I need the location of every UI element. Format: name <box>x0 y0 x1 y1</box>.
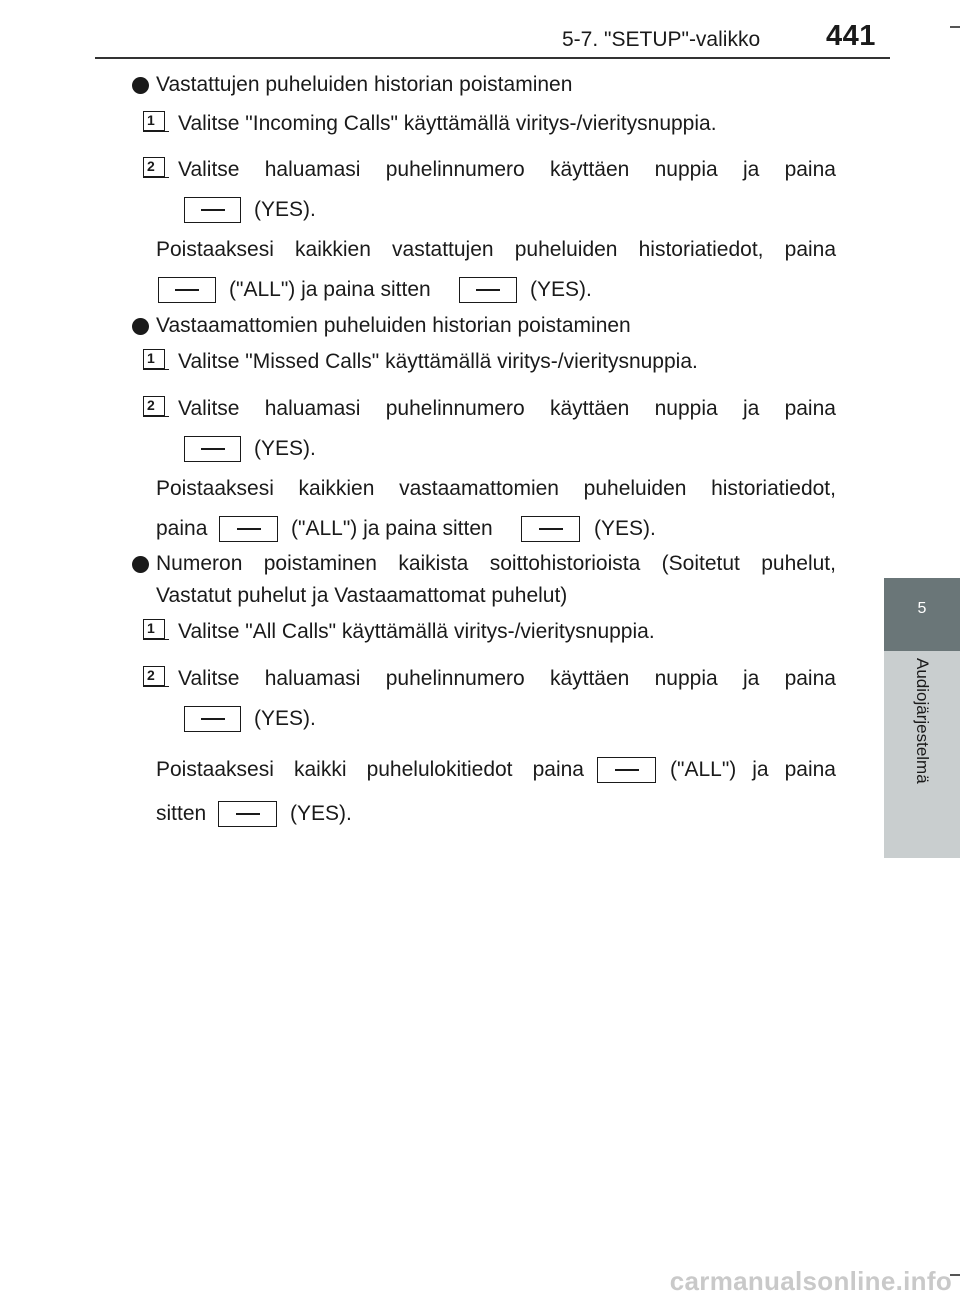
note-text-start: sitten <box>156 802 207 825</box>
step-number-2: 2 <box>143 666 165 686</box>
watermark: carmanualsonline.info <box>669 1266 952 1296</box>
note-text: Poistaaksesi kaikki puhelulokitiedot paina <box>156 758 584 781</box>
chapter-number: 5 <box>917 600 927 617</box>
step-text: Valitse haluamasi puhelinnumero käyttäen nuppia ja paina <box>178 397 836 420</box>
step-number-2: 2 <box>143 396 165 416</box>
section-title: 5-7. "SETUP"-valikko <box>562 28 761 51</box>
note-text-end: (YES). <box>290 802 352 825</box>
bullet-icon <box>132 318 149 335</box>
block-heading-line2: Vastatut puhelut ja Vastaamattomat puhelut) <box>156 584 568 607</box>
page-header <box>0 0 960 70</box>
bullet-icon <box>132 77 149 94</box>
step-text: Valitse haluamasi puhelinnumero käyttäen nuppia ja paina <box>178 158 836 181</box>
all-button-icon <box>158 277 216 303</box>
note-text-start: paina <box>156 517 208 540</box>
yes-button-icon <box>184 197 241 223</box>
yes-button-icon <box>521 516 580 542</box>
step-text: Valitse haluamasi puhelinnumero käyttäen nuppia ja paina <box>178 667 836 690</box>
step-text: Valitse "Incoming Calls" käyttämällä viritys-/vieritysnuppia. <box>178 112 717 135</box>
yes-button-icon <box>184 436 241 462</box>
page-number: 441 <box>826 20 876 52</box>
step-number-1: 1 <box>143 619 165 639</box>
note-text-end: (YES). <box>594 517 656 540</box>
step-text: Valitse "All Calls" käyttämällä viritys-/vieritysnuppia. <box>178 620 655 643</box>
block-heading: Numeron poistaminen kaikista soittohistorioista (Soitetut puhelut, <box>156 552 836 575</box>
yes-button-icon <box>218 801 277 827</box>
note-text: ("ALL") ja paina <box>670 758 836 781</box>
block-heading: Vastattujen puheluiden historian poistaminen <box>156 73 573 96</box>
step-text: Valitse "Missed Calls" käyttämällä viritys-/vieritysnuppia. <box>178 350 698 373</box>
crop-mark <box>950 26 960 28</box>
note-text: Poistaaksesi kaikkien vastattujen puheluiden historiatiedot, paina <box>156 238 837 261</box>
chapter-tab <box>884 578 960 651</box>
all-button-icon <box>219 516 278 542</box>
chapter-title: Audiojärjestelmä <box>913 658 932 784</box>
step-text-end: (YES). <box>254 198 316 221</box>
bullet-icon <box>132 556 149 573</box>
note-text: Poistaaksesi kaikkien vastaamattomien puheluiden historiatiedot, <box>156 477 836 500</box>
block-heading: Vastaamattomien puheluiden historian poistaminen <box>156 314 631 337</box>
yes-button-icon <box>459 277 517 303</box>
note-text-end: (YES). <box>530 278 592 301</box>
step-text-end: (YES). <box>254 437 316 460</box>
note-text-mid: ("ALL") ja paina sitten <box>229 278 431 301</box>
step-text-end: (YES). <box>254 707 316 730</box>
step-number-1: 1 <box>143 349 165 369</box>
all-button-icon <box>597 757 656 783</box>
yes-button-icon <box>184 706 241 732</box>
note-text-mid: ("ALL") ja paina sitten <box>291 517 493 540</box>
header-rule <box>95 57 890 59</box>
step-number-2: 2 <box>143 157 165 177</box>
step-number-1: 1 <box>143 111 165 131</box>
